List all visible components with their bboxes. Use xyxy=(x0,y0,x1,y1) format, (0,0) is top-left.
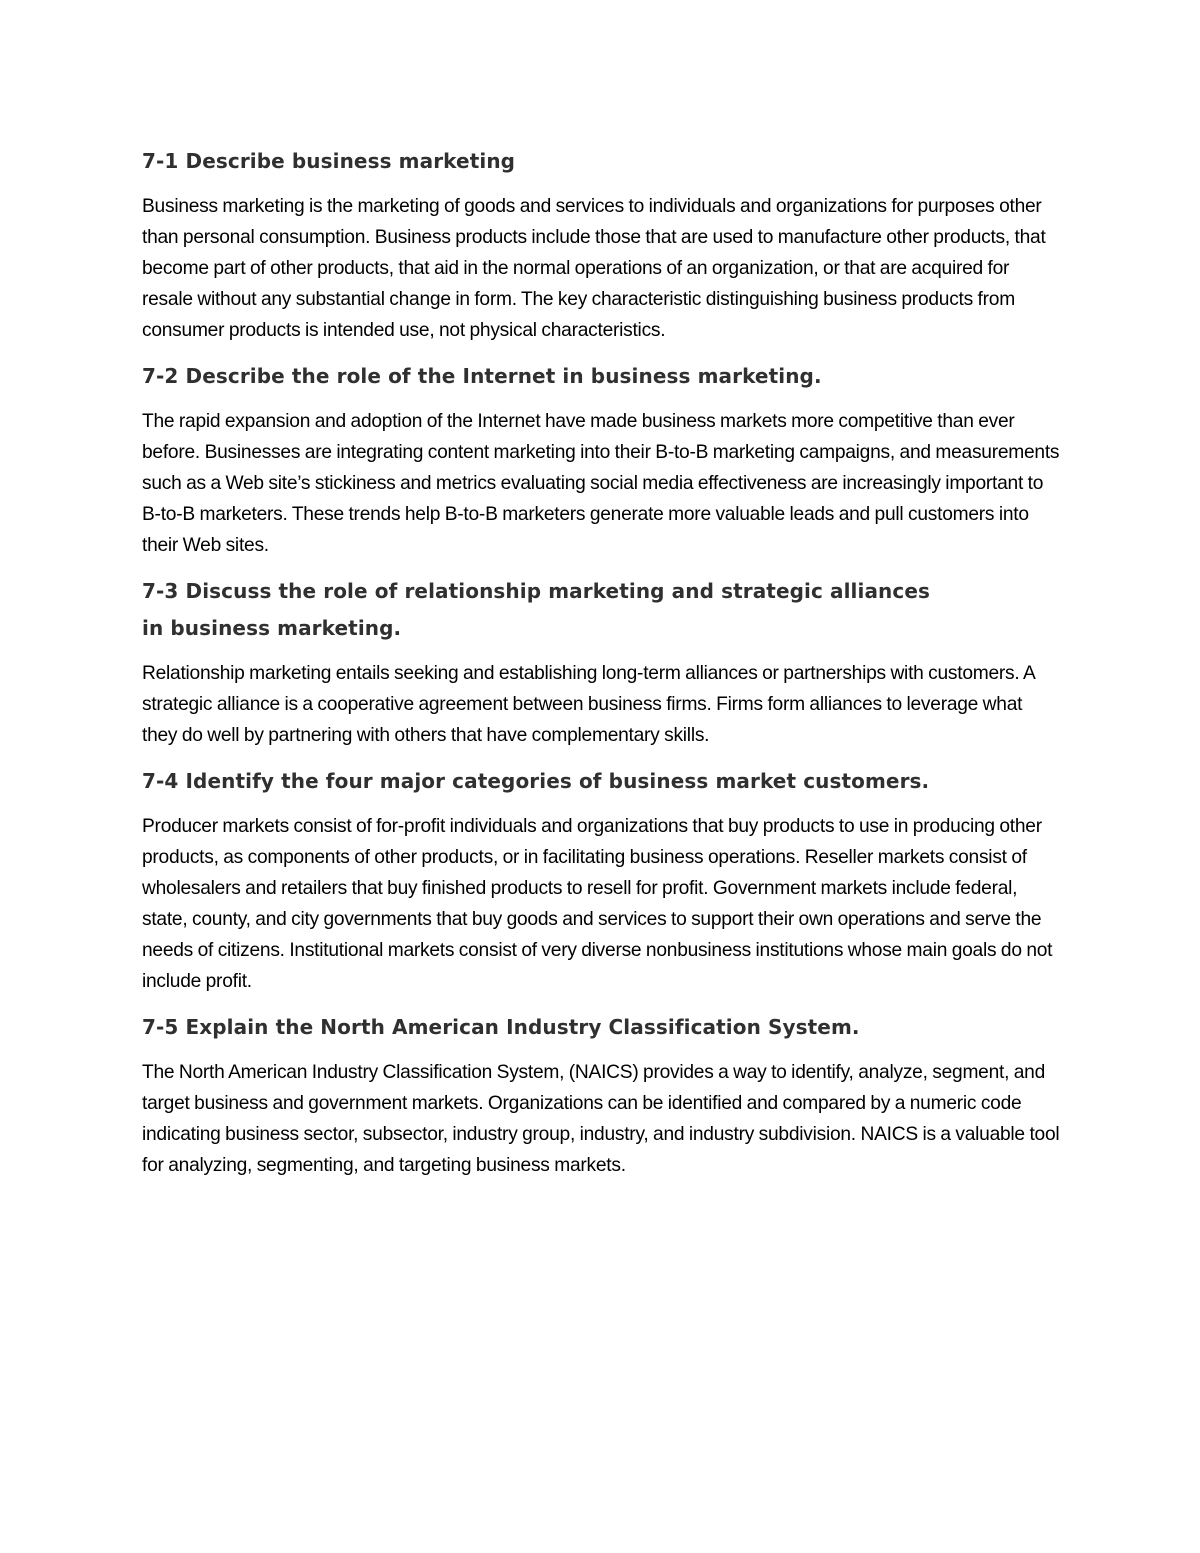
heading-line: 7-1 Describe business marketing xyxy=(142,149,516,173)
section-heading xyxy=(142,573,1060,647)
section-body: The rapid expansion and adoption of the Internet have made business markets more competitive than ever before. Businesses are integrating content marketing into their B-to-B marketing campaigns, and measurements such as a Web site’s stickiness and metrics evaluating social media effectiveness are increasingly important to B-to-B marketers. These trends help B-to-B marketers generate more valuable leads and pull customers into their Web sites. xyxy=(142,411,1060,556)
section-body: The North American Industry Classification System, (NAICS) provides a way to identify, analyze, segment, and target business and government markets. Organizations can be identified and compared by a numeric code indicating business sector, subsector, industry group, industry, and industry subdivision. NAICS is a valuable tool for analyzing, segmenting, and targeting business markets. xyxy=(142,1062,1060,1176)
section-heading xyxy=(142,763,1060,800)
section-7-4 xyxy=(142,763,1060,997)
section-heading xyxy=(142,1009,1060,1046)
section-heading xyxy=(142,358,1060,395)
section-body: Producer markets consist of for-profit individuals and organizations that buy products to use in producing other products, as components of other products, or in facilitating business operations. Reseller markets consist of wholesalers and retailers that buy finished products to resell for profit. Government markets include federal, state, county, and city governments that buy goods and services to support their own operations and serve the needs of citizens. Institutional markets consist of very diverse nonbusiness institutions whose main goals do not include profit. xyxy=(142,816,1053,992)
section-7-1 xyxy=(142,143,1060,346)
section-7-3 xyxy=(142,573,1060,751)
heading-line: 7-5 Explain the North American Industry Classification System. xyxy=(142,1015,860,1039)
heading-line: 7-4 Identify the four major categories of business market customers. xyxy=(142,769,930,793)
document-page xyxy=(142,143,1060,1193)
section-7-5 xyxy=(142,1009,1060,1181)
section-body: Relationship marketing entails seeking and establishing long-term alliances or partnerships with customers. A strategic alliance is a cooperative agreement between business firms. Firms form alliances to leverage what they do well by partnering with others that have complementary skills. xyxy=(142,663,1035,746)
heading-line: 7-3 Discuss the role of relationship marketing and strategic alliances xyxy=(142,579,931,603)
section-body: Business marketing is the marketing of goods and services to individuals and organizations for purposes other than personal consumption. Business products include those that are used to manufacture other products, that become part of other products, that aid in the normal operations of an organization, or that are acquired for resale without any substantial change in form. The key characteristic distinguishing business products from consumer products is intended use, not physical characteristics. xyxy=(142,196,1046,341)
section-7-2 xyxy=(142,358,1060,561)
heading-line: in business marketing. xyxy=(142,616,402,640)
heading-line: 7-2 Describe the role of the Internet in business marketing. xyxy=(142,364,822,388)
section-heading xyxy=(142,143,1060,180)
